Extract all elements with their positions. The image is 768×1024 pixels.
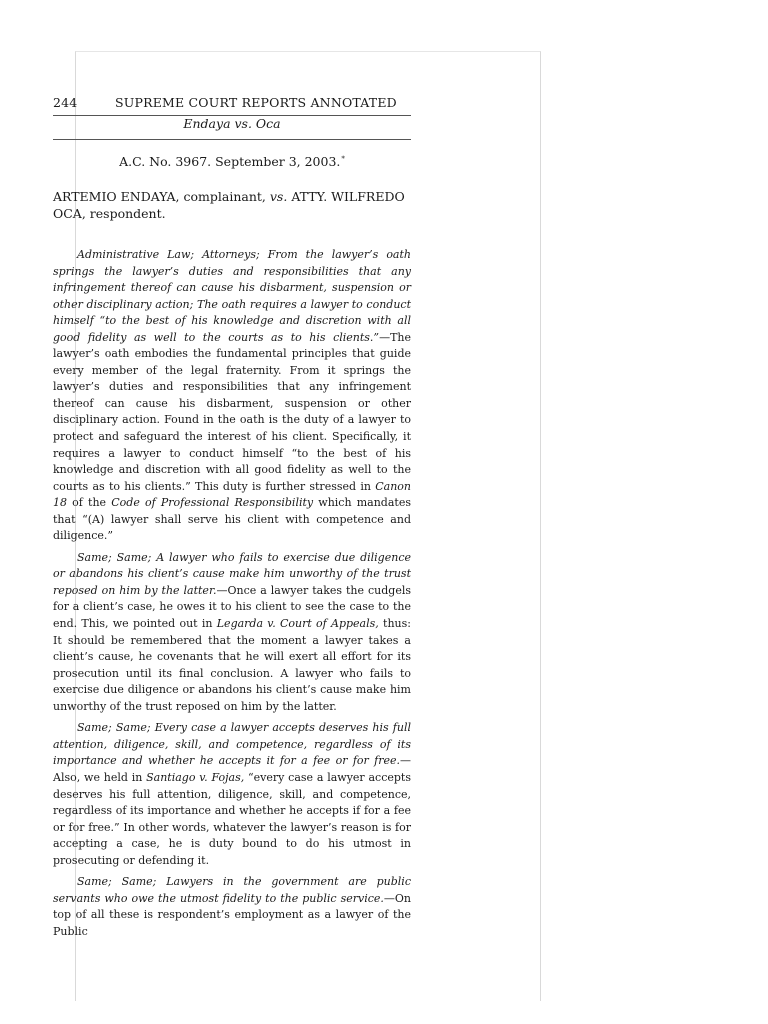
syllabus-heading: Administrative Law; Attorneys; From the lawyer’s oath springs the lawyer’s duties and responsibilities that any infringement thereof can cause his disbarment, suspension or other disciplinary action; The oath requires a lawyer to conduct himself “to the best of his knowledge and discretion with all good fidelity as well to the courts as to his clients.” — [53, 248, 411, 344]
syllabus-text: which mandates that “(A) lawyer shall serve his client with competence and diligence.” — [53, 496, 411, 543]
citation: Legarda v. Court of Appeals, — [216, 617, 379, 631]
syllabus-text: “every case a lawyer accepts deserves his full attention, diligence, skill, and competence, regardless of its importance and whether he accepts if for a fee or for free.” In other words, whatever the lawyer’s reason is for accepting a case, he is duty bound to do his utmost in prosecuting or defending it. — [53, 770, 411, 867]
case-parties — [53, 188, 411, 222]
syllabus-heading: Same; Same; A lawyer who fails to exercise due diligence or abandons his client’s cause make him unworthy of the trust reposed on him by the latter. — [53, 550, 411, 597]
syllabus-paragraph — [53, 550, 411, 715]
syllabus-heading: Same; Same; Every case a lawyer accepts deserves his full attention, diligence, skill, and competence, regardless of its importance and whether he accepts it for a fee or for free. — [53, 721, 411, 768]
citation: Code of Professional Responsibility — [111, 496, 314, 510]
respondent: ATTY. WILFREDO OCA, respondent. — [53, 189, 405, 221]
citation: Canon 18 — [53, 479, 411, 510]
journal-title: SUPREME COURT REPORTS ANNOTATED — [115, 95, 397, 110]
case-number: A.C. No. 3967. September 3, 2003. — [119, 154, 341, 169]
syllabus-text: —Once a lawyer takes the cudgels for a client’s case, he owes it to his client to see the case to the end. This, we pointed out in — [53, 583, 411, 631]
footnote-marker: * — [341, 154, 345, 163]
case-number-date — [53, 154, 411, 169]
versus: vs. — [269, 189, 288, 204]
syllabus-paragraph — [53, 720, 411, 869]
syllabus-text: —The lawyer’s oath embodies the fundamental principles that guide every member of the legal fraternity. From it springs the lawyer’s duties and responsibilities that any infringement thereof can cause his disbarment, suspension or other disciplinary action. Found in the oath is the duty of a lawyer to protect and safeguard the interest of his client. Specifically, it requires a lawyer to conduct himself “to the best of his knowledge and discretion with all good fidelity as well to the courts as to his clients.” This duty is further stressed in — [53, 330, 411, 493]
citation: Santiago v. Fojas, — [146, 770, 245, 784]
case-title: Endaya vs. Oca — [183, 116, 281, 131]
syllabus — [53, 247, 411, 945]
syllabus-heading: Same; Same; Lawyers in the government are public servants who owe the utmost fidelity to the public service. — [53, 875, 411, 905]
syllabus-text: —On top of all these is respondent’s employment as a lawyer of the Public — [53, 891, 411, 938]
header-rule-bottom — [53, 139, 411, 140]
syllabus-text: —Also, we held in — [53, 754, 411, 784]
syllabus-text: thus: It should be remembered that the moment a lawyer takes a client’s cause, he covenants that he will exert all effort for its prosecution until its final conclusion. A lawyer who fails to exercise due diligence or abandons his client’s cause make him unworthy of the trust reposed on him by the latter. — [53, 617, 411, 713]
syllabus-paragraph — [53, 247, 411, 545]
syllabus-paragraph — [53, 874, 411, 940]
complainant: ARTEMIO ENDAYA, complainant, — [53, 189, 266, 204]
syllabus-text: of the — [67, 496, 112, 510]
running-head — [53, 95, 411, 115]
page-number: 244 — [53, 95, 78, 110]
